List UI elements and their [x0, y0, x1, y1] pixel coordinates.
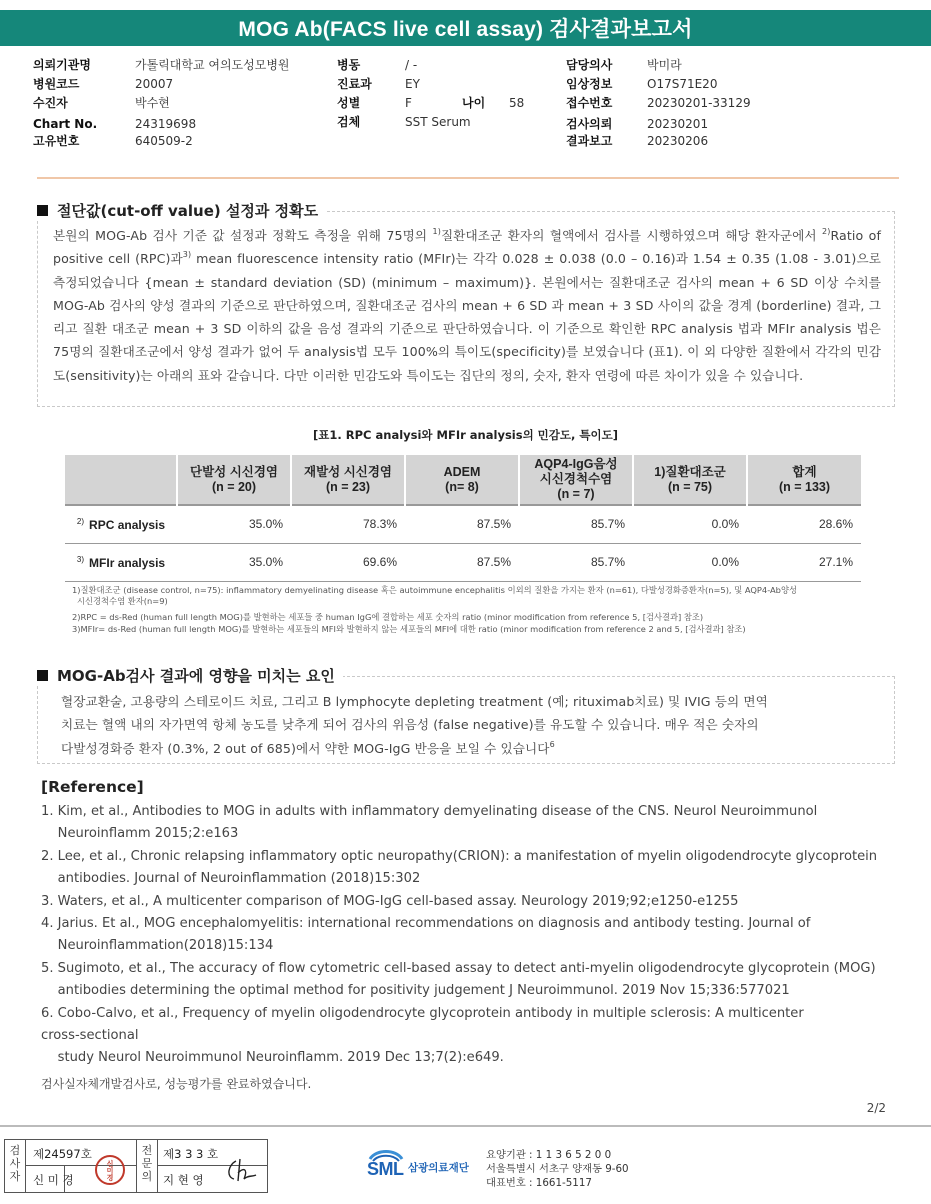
section1-paragraph: [53, 224, 881, 387]
ward-label: 병동: [337, 58, 361, 72]
institution-phone: 대표번호 : 1661-5117: [486, 1177, 592, 1189]
sml-logo: [366, 1147, 469, 1179]
examiner-name: 신 미 경: [33, 1173, 74, 1187]
footnote-marker: 3): [182, 250, 192, 260]
row-label-text: MFIr analysis: [89, 555, 166, 570]
square-bullet-icon: [37, 670, 48, 681]
section2-title-text: MOG-Ab검사 결과에 영향을 미치는 요인: [57, 667, 335, 685]
table-header-row: [65, 455, 861, 505]
table-cell: 35.0%: [177, 543, 291, 581]
sex-value: F: [405, 96, 412, 110]
reference-title: [Reference]: [41, 778, 144, 796]
table-cell: 0.0%: [633, 543, 747, 581]
age-value: 58: [509, 96, 525, 110]
unique-no-label: 고유번호: [33, 134, 80, 148]
specimen-label: 검체: [337, 115, 361, 129]
reference-line: antibodies determining the optimal method for positivity judgement J Neuroimmunol. 2019 Nov 15;336:577021: [41, 983, 790, 999]
paragraph-text: 질환대조군 환자의 혈액에서 검사를 시행하였으며 해당 환자군에서: [440, 228, 823, 243]
table-footnote: 시신경척수염 환자(n=9): [77, 596, 168, 606]
column-header: [291, 455, 405, 505]
table-cell: 78.3%: [291, 505, 405, 543]
column-header: [519, 455, 633, 505]
table-row: [65, 505, 861, 543]
request-date-label: 검사의뢰: [566, 117, 613, 131]
reference-line: antibodies. Journal of Neuroinflammation (2018)15:302: [41, 871, 421, 887]
institution-address: 서울특별시 서초구 양재동 9-60: [486, 1163, 629, 1175]
table-cell: 87.5%: [405, 543, 519, 581]
reference-line: cross-sectional: [41, 1028, 139, 1043]
chart-no-label: Chart No.: [33, 117, 98, 131]
row-label: [65, 543, 177, 581]
ref-superscript: 6: [549, 739, 555, 749]
stamp-text: 신미경: [106, 1159, 114, 1181]
institution-code: 요양기관 : 1 1 3 6 5 2 0 0: [486, 1149, 612, 1161]
column-header-count: (n = 133): [778, 479, 831, 494]
sml-abbr: SML: [367, 1159, 404, 1179]
paragraph-text: 본원의 MOG-Ab 검사 기준 값 설정과 정확도 측정을 위해 75명의: [53, 228, 433, 243]
reference-line: study Neurol Neuroimmunol Neuroinflamm. 2019 Dec 13;7(2):e649.: [41, 1050, 504, 1066]
doctor-label: 담당의사: [566, 58, 613, 72]
org-name: 삼광의료재단: [408, 1161, 469, 1174]
examinee-label: 수진자: [33, 96, 68, 110]
table-cell: 0.0%: [633, 505, 747, 543]
table-cell: 28.6%: [747, 505, 861, 543]
header-divider: [37, 177, 899, 179]
unique-no-value: 640509-2: [135, 134, 193, 148]
column-header-count: (n = 20): [211, 479, 257, 494]
footnote-marker: 3): [76, 554, 85, 564]
examiner-no: 제24597호: [33, 1147, 92, 1161]
column-header-count: (n = 75): [667, 479, 713, 494]
table-cell: 85.7%: [519, 543, 633, 581]
page-number: 2/2: [866, 1101, 886, 1115]
table-footnote: 2)RPC = ds-Red (human full length MOG)를 발현하는 세포들 중 human IgG에 결합하는 세포 숫자의 ratio (minor modification from reference 5, [검사결과] 참조): [72, 612, 704, 622]
receipt-no-value: 20230201-33129: [647, 96, 751, 110]
table-row: [65, 543, 861, 581]
reference-line: Neuroinflamm 2015;2:e163: [41, 826, 239, 842]
reference-line: 5. Sugimoto, et al., The accuracy of flow cytometric cell-based assay to detect anti-myelin oligodendrocyte glycoprotein (MOG): [41, 960, 876, 976]
approver-name: 지 현 영: [163, 1173, 204, 1187]
institution-label: 의뢰기관명: [33, 58, 91, 72]
column-header: [633, 455, 747, 505]
institution-info: [486, 1148, 629, 1190]
section1-title-text: 절단값(cut-off value) 설정과 정확도: [57, 202, 319, 220]
institution-value: 가톨릭대학교 여의도성모병원: [135, 58, 290, 72]
footnote-marker: 1): [432, 227, 441, 236]
patient-info: [0, 0, 931, 160]
reference-line: 1. Kim, et al., Antibodies to MOG in adults with inflammatory demyelinating disease of the CNS. Neurol Neuroimmunol: [41, 804, 818, 819]
report-date-value: 20230206: [647, 134, 709, 148]
sex-label: 성별: [337, 96, 361, 110]
column-header-title: ADEM: [443, 464, 481, 479]
column-header-title: AQP4-IgG음성 시신경척수염: [534, 457, 618, 486]
column-header-count: (n = 7): [557, 487, 595, 501]
table-cell: 27.1%: [747, 543, 861, 581]
approver-signature-icon: [222, 1155, 262, 1187]
column-header-count: (n = 23): [325, 479, 371, 494]
reference-line: 3. Waters, et al., A multicenter comparison of MOG-IgG cell-based assay. Neurology 2019;92;e1250-e1255: [41, 893, 739, 909]
column-header: [747, 455, 861, 505]
department-value: EY: [405, 77, 420, 91]
examiner-stamp: [95, 1155, 125, 1185]
table-footnote: 1)질환대조군 (disease control, n=75): inflammatory demyelinating disease 혹은 autoimmune encephalitis 이외의 질환을 가지는 환자 (n=61), 다발성경화증환자(n=5), 및 AQP4-Ab양성: [72, 585, 797, 595]
clinical-info-label: 임상정보: [566, 77, 613, 91]
age-label: 나이: [462, 96, 486, 110]
specimen-value: SST Serum: [405, 115, 471, 129]
footer-divider: [0, 1125, 931, 1127]
paragraph-text: mean fluorescence intensity ratio (MFIr)는 각각 0.028 ± 0.038 (0.0 – 0.16)과 1.54 ± 0.35 (1.08 - 3.01)으로 측정되었습니다 {mean ± standard deviation (SD) (minimum – maximum)}. 본원에서는 질환대조군 검사의 mean + 6 SD 이상 수치를 MOG-Ab 검사의 양성 결과의 기준으로 판단하였으며, 질환대조군 검사의 mean + 6 SD 과 mean + 3 SD 사이의 값을 경계 (borderline) 결과, 그리고 질환 대조군 mean + 3 SD 이하의 값을 음성 결과의 기준으로 판단하였습니다. 이 기준으로 확인한 RPC analysis 법과 MFIr analysis 법은 75명의 질환대조군에서 양성 결과가 없어 두 analysis법 모두 100%의 특이도(specificity)를 보였습니다 (표1). 이 외 다양한 질환에서 각각의 민감도(sensitivity)는 아래의 표와 같습니다. 다만 이러한 민감도와 특이도는 집단의 정의, 숫자, 환자 연령에 따른 차이가 있을 수 있습니다.: [53, 251, 881, 383]
approver-no: 제3 3 3 호: [163, 1147, 219, 1161]
section2-line: [61, 737, 881, 760]
approver-label: 전문의: [141, 1144, 153, 1183]
chart-no-value: 24319698: [135, 117, 197, 131]
reference-line: 6. Cobo-Calvo, et al., Frequency of myelin oligodendrocyte glycoprotein antibody in multiple sclerosis: A multicenter: [41, 1005, 804, 1021]
sml-logo-icon: [366, 1147, 406, 1179]
sensitivity-table: [65, 455, 861, 582]
hospital-code-label: 병원코드: [33, 77, 80, 91]
section1-title: [37, 200, 326, 221]
footnote-marker: 2): [76, 516, 85, 526]
column-header: [65, 455, 177, 505]
receipt-no-label: 접수번호: [566, 96, 613, 110]
column-header-count: (n= 8): [445, 479, 479, 494]
section2-line-text: 다발성경화증 환자 (0.3%, 2 out of 685)에서 약한 MOG-IgG 반응을 보일 수 있습니다: [61, 740, 550, 756]
reference-line: 2. Lee, et al., Chronic relapsing inflammatory optic neuropathy(CRION): a manifestation of myelin oligodendrocyte glycoprotein: [41, 848, 878, 864]
report-title: MOG Ab(FACS live cell assay) 검사결과보고서: [0, 10, 931, 46]
row-label-text: RPC analysis: [89, 517, 166, 532]
table-cell: 85.7%: [519, 505, 633, 543]
footnote-marker: 2): [822, 227, 831, 236]
paragraph-text: Ratio of positive cell (RPC)과: [53, 228, 881, 267]
column-header: [405, 455, 519, 505]
column-header: [177, 455, 291, 505]
row-label: [65, 505, 177, 543]
table-cell: 87.5%: [405, 505, 519, 543]
doctor-value: 박미라: [647, 58, 682, 72]
table-caption: [표1. RPC analysi와 MFIr analysis의 민감도, 특이도]: [313, 428, 618, 442]
column-header-title: 1)질환대조군: [654, 464, 726, 479]
examinee-value: 박수현: [135, 96, 170, 110]
square-bullet-icon: [37, 205, 48, 216]
request-date-value: 20230201: [647, 117, 709, 131]
reference-line: 4. Jarius. Et al., MOG encephalomyelitis: international recommendations on diagnosis and antibody testing. Journal of: [41, 916, 811, 931]
section2-paragraph: [61, 690, 881, 760]
section2-line: 혈장교환술, 고용량의 스테로이드 치료, 그리고 B lymphocyte depleting treatment (예; rituximab치료) 및 IVIG 등의 면역: [61, 694, 768, 709]
table-footnote: 3)MFIr= ds-Red (human full length MOG)를 발현하는 세포들의 MFI와 발현하지 않는 세포들의 MFI에 대한 ratio (minor modification from reference 2 and 5, [검사결과] 참조): [72, 624, 746, 634]
table-cell: 35.0%: [177, 505, 291, 543]
department-label: 진료과: [337, 77, 372, 91]
lab-developed-note: 검사실자체개발검사로, 성능평가를 완료하였습니다.: [41, 1077, 312, 1091]
column-header-title: 합계: [792, 464, 817, 479]
section2-line: 치료는 혈액 내의 자가면역 항체 농도를 낮추게 되어 검사의 위음성 (false negative)를 유도할 수 있습니다. 매우 적은 숫자의: [61, 717, 759, 733]
report-date-label: 결과보고: [566, 134, 613, 148]
column-header-title: 재발성 시신경염: [304, 464, 392, 479]
ward-value: / -: [405, 58, 418, 72]
column-header-title: 단발성 시신경염: [190, 464, 278, 479]
clinical-info-value: O17S71E20: [647, 77, 718, 91]
hospital-code-value: 20007: [135, 77, 174, 91]
table-cell: 69.6%: [291, 543, 405, 581]
section2-title: [37, 665, 343, 686]
examiner-label: 검사자: [9, 1144, 21, 1183]
reference-line: Neuroinflammation(2018)15:134: [41, 938, 274, 954]
